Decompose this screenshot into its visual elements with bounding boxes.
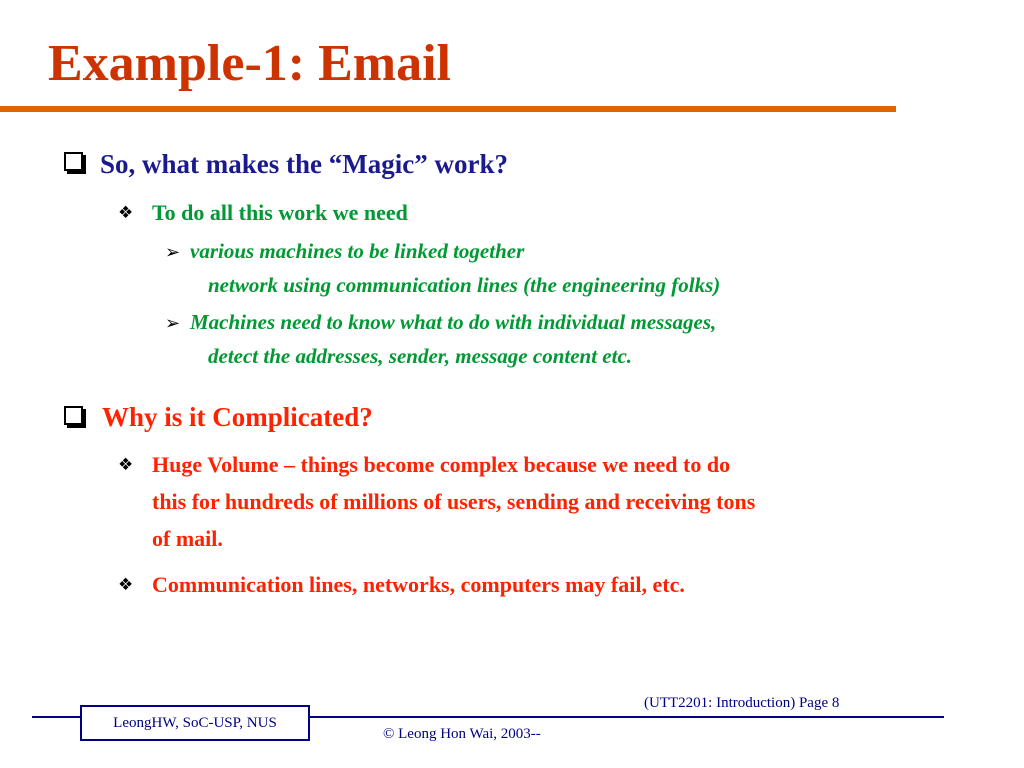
point-huge-volume-line1: Huge Volume – things become complex because we need to do: [152, 452, 731, 477]
arrowhead-bullet-icon: ➢: [165, 313, 181, 334]
slide-title: Example-1: Email: [48, 35, 451, 92]
four-diamond-bullet-icon: ❖: [118, 575, 134, 595]
hollow-square-bullet-icon: [64, 152, 83, 171]
page-label: (UTT2201: Introduction) Page 8: [644, 695, 840, 711]
four-diamond-bullet-icon: ❖: [118, 455, 134, 475]
copyright: © Leong Hon Wai, 2003--: [383, 726, 541, 742]
section-heading-complicated: Why is it Complicated?: [102, 402, 373, 432]
four-diamond-bullet-icon: ❖: [118, 203, 134, 223]
arrowhead-bullet-icon: ➢: [165, 242, 181, 263]
section-heading-magic: So, what makes the “Magic” work?: [100, 149, 508, 179]
subpoint-machines-know-line2: detect the addresses, sender, message content etc.: [208, 344, 633, 368]
point-failures: Communication lines, networks, computers may fail, etc.: [152, 572, 685, 597]
hollow-square-bullet-icon: [64, 406, 83, 425]
subpoint-machines-know: Machines need to know what to do with individual messages,: [190, 310, 717, 334]
point-huge-volume-line2: this for hundreds of millions of users, sending and receiving tons: [152, 489, 756, 514]
point-need: To do all this work we need: [152, 200, 408, 225]
title-underline: [0, 106, 896, 112]
author-box: LeongHW, SoC-USP, NUS: [80, 705, 310, 741]
subpoint-machines-linked-line2: network using communication lines (the engineering folks): [208, 273, 721, 297]
point-huge-volume-line3: of mail.: [152, 526, 223, 551]
subpoint-machines-linked: various machines to be linked together: [190, 239, 525, 263]
